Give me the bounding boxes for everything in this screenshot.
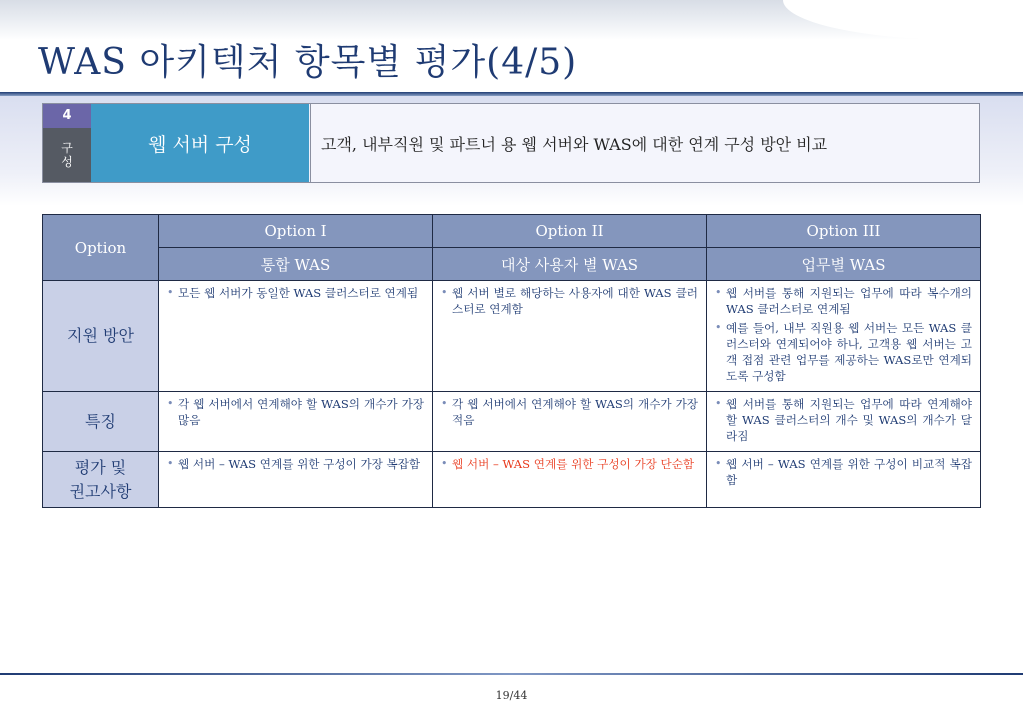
- option-1-title: Option I: [159, 215, 433, 248]
- cell-features-option-1: [159, 392, 433, 452]
- row-label-line: 평가 및: [74, 457, 127, 477]
- section-number: 4: [43, 104, 91, 128]
- option-1-subtitle: 통합 WAS: [159, 248, 433, 281]
- list-item: • 예를 들어, 내부 직원용 웹 서버는 모든 WAS 클러스터와 연계되어야 하나, 고객용 웹 서버는 고객 접점 관련 업무를 제공하는 WAS로만 연계되도록 구성함: [715, 320, 972, 384]
- list-item: • 웹 서버 – WAS 연계를 위한 구성이 비교적 복잡함: [715, 456, 972, 488]
- section-category-label: [43, 128, 91, 182]
- table-row: [43, 281, 981, 392]
- list-item: • 웹 서버 별로 해당하는 사용자에 대한 WAS 클러스터로 연계함: [441, 285, 698, 317]
- cell-support-option-1: [159, 281, 433, 392]
- section-header: [42, 103, 980, 183]
- list-item: • 웹 서버 – WAS 연계를 위한 구성이 가장 복잡함: [167, 456, 424, 472]
- cell-support-option-3: [707, 281, 981, 392]
- evaluation-table: [42, 214, 981, 508]
- list-item: • 웹 서버를 통해 지원되는 업무에 따라 연계해야 할 WAS 클러스터의 개수 및 WAS의 개수가 달라짐: [715, 396, 972, 444]
- table-subheader-row: [43, 248, 981, 281]
- row-label-features: 특징: [43, 392, 159, 452]
- row-label-line: 권고사항: [69, 481, 132, 501]
- list-item: • 각 웹 서버에서 연계해야 할 WAS의 개수가 가장 적음: [441, 396, 698, 428]
- table-row: [43, 392, 981, 452]
- cell-evaluation-option-2: [433, 452, 707, 508]
- section-description: 고객, 내부직원 및 파트너 용 웹 서버와 WAS에 대한 연계 구성 방안 비교: [310, 104, 979, 182]
- row-label-evaluation: [43, 452, 159, 508]
- option-header-cell: Option: [43, 215, 159, 281]
- table-header-row: [43, 215, 981, 248]
- page-title: WAS 아키텍처 항목별 평가(4/5): [38, 42, 578, 83]
- list-item: • 웹 서버를 통해 지원되는 업무에 따라 복수개의 WAS 클러스터로 연계됨: [715, 285, 972, 317]
- option-3-subtitle: 업무별 WAS: [707, 248, 981, 281]
- option-3-title: Option III: [707, 215, 981, 248]
- cell-evaluation-option-1: [159, 452, 433, 508]
- row-label-support: 지원 방안: [43, 281, 159, 392]
- section-name: 웹 서버 구성: [91, 104, 309, 182]
- option-2-title: Option II: [433, 215, 707, 248]
- option-2-subtitle: 대상 사용자 별 WAS: [433, 248, 707, 281]
- page-number: 19/44: [495, 689, 528, 702]
- footer-divider: [0, 673, 1023, 675]
- list-item: • 각 웹 서버에서 연계해야 할 WAS의 개수가 가장 많음: [167, 396, 424, 428]
- list-item: • 모든 웹 서버가 동일한 WAS 클러스터로 연계됨: [167, 285, 424, 301]
- section-category-text: 구성: [61, 141, 73, 169]
- cell-support-option-2: [433, 281, 707, 392]
- cell-features-option-3: [707, 392, 981, 452]
- table-row: [43, 452, 981, 508]
- cell-evaluation-option-3: [707, 452, 981, 508]
- cell-features-option-2: [433, 392, 707, 452]
- highlighted-list-item: • 웹 서버 – WAS 연계를 위한 구성이 가장 단순함: [441, 456, 698, 472]
